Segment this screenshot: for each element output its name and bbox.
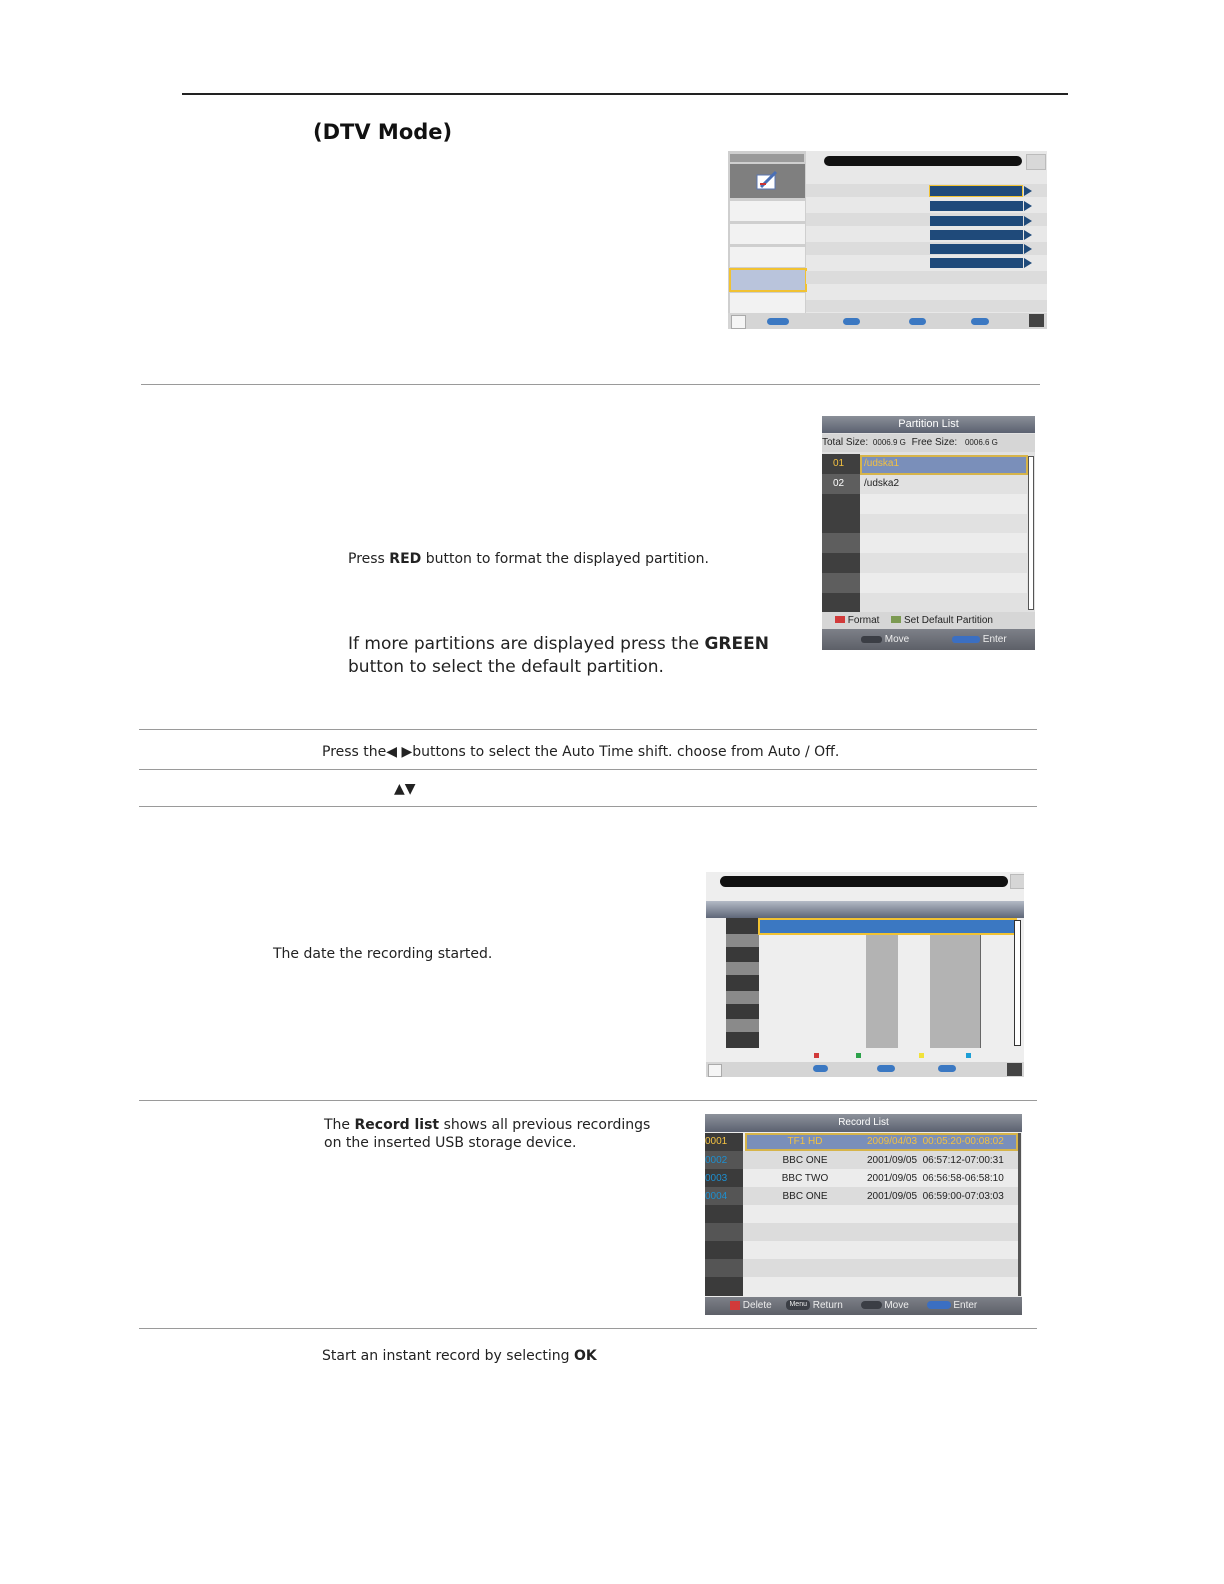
record-row-num: 0003 — [705, 1173, 728, 1184]
partition-color-keys — [822, 612, 1035, 629]
menu-value-box[interactable] — [930, 244, 1023, 254]
table-rule — [139, 1328, 1037, 1329]
schedule-green-key-icon — [856, 1053, 861, 1058]
partition-row-stripe — [860, 533, 1027, 553]
format-label: Format — [847, 615, 880, 626]
partition-list-title: Partition List — [898, 418, 959, 430]
partition-row-num: 02 — [833, 478, 845, 489]
menu-arrow-right-icon[interactable] — [1024, 244, 1032, 254]
record-list-title: Record List — [838, 1117, 889, 1128]
instant-record-instruction: Start an instant record by selecting OK — [322, 1348, 597, 1364]
total-size-value: 0006.9 G — [872, 438, 906, 447]
menu-corner-icon — [1026, 154, 1046, 170]
menu-option-row[interactable] — [806, 271, 1047, 284]
setup-pencil-icon — [730, 164, 805, 198]
partition-row-num: 01 — [833, 458, 845, 469]
default-partition-instruction-line2: button to select the default partition. — [348, 657, 664, 677]
table-rule — [139, 769, 1037, 770]
record-row-stripe — [743, 1259, 1018, 1277]
record-row-channel: BBC ONE — [782, 1155, 828, 1166]
menu-side-item-5[interactable] — [730, 293, 805, 313]
menu-footer-exit-icon — [1029, 314, 1044, 327]
menu-arrow-right-icon[interactable] — [1024, 186, 1032, 196]
enter-label: Enter — [953, 1300, 978, 1311]
record-row-channel: BBC TWO — [781, 1173, 829, 1184]
move-key-icon — [861, 1301, 882, 1309]
pvr-settings-menu-screen — [728, 151, 1047, 329]
menu-key-icon: Menu — [786, 1300, 810, 1310]
partition-row[interactable] — [822, 474, 1027, 494]
partition-row-stripe — [860, 573, 1027, 593]
record-row-num: 0002 — [705, 1155, 728, 1166]
record-row-time: 2001/09/05 06:56:58-06:58:10 — [867, 1173, 1004, 1184]
green-key-icon — [891, 616, 901, 623]
partition-list-screen — [822, 416, 1035, 650]
record-row-num: 0004 — [705, 1191, 728, 1202]
schedule-gray-column — [866, 918, 898, 1048]
schedule-footer — [706, 1062, 1024, 1077]
schedule-title-bar — [720, 876, 1008, 887]
schedule-move-key-icon — [813, 1065, 828, 1072]
free-size-label: Free Size: — [911, 437, 958, 448]
record-row-time: 2009/04/03 00:05:20-00:08:02 — [867, 1136, 1004, 1147]
schedule-gray-column — [930, 918, 981, 1048]
table-rule — [139, 729, 1037, 730]
menu-arrow-right-icon[interactable] — [1024, 201, 1032, 211]
menu-side-item-3[interactable] — [730, 247, 805, 267]
record-row-time: 2001/09/05 06:59:00-07:03:03 — [867, 1191, 1004, 1202]
schedule-corner-icon — [1010, 874, 1024, 889]
schedule-footer-key-2 — [938, 1065, 956, 1072]
default-partition-instruction: If more partitions are displayed press the GREEN — [348, 634, 769, 654]
schedule-row-stripe — [726, 991, 759, 1004]
menu-value-box-selected[interactable] — [929, 185, 1023, 197]
format-instruction: Press RED button to format the displayed partition. — [348, 551, 709, 567]
record-footer — [705, 1297, 1022, 1315]
schedule-header-bar — [706, 901, 1024, 918]
enter-label: Enter — [982, 634, 1007, 645]
menu-top-tabs — [730, 154, 804, 162]
schedule-row-selected[interactable] — [758, 918, 1017, 935]
menu-side-item-1[interactable] — [730, 201, 805, 221]
record-list-screen — [705, 1114, 1022, 1315]
timeshift-instruction: Press the◀ ▶buttons to select the Auto Time shift. choose from Auto / Off. — [322, 744, 840, 760]
menu-value-box[interactable] — [930, 230, 1023, 240]
menu-side-item-selected[interactable] — [729, 268, 807, 292]
table-rule — [139, 806, 1037, 807]
menu-value-box[interactable] — [930, 201, 1023, 211]
menu-arrow-right-icon[interactable] — [1024, 230, 1032, 240]
schedule-footer-exit-icon — [1007, 1063, 1022, 1076]
menu-footer-key-2 — [909, 318, 926, 325]
record-row-channel: TF1 HD — [787, 1136, 823, 1147]
record-scrollbar[interactable] — [1018, 1133, 1021, 1296]
menu-option-row[interactable] — [806, 300, 1047, 312]
schedule-row-stripe — [726, 1019, 759, 1032]
schedule-footer-key-1 — [877, 1065, 895, 1072]
menu-value-box[interactable] — [930, 258, 1023, 268]
record-row-stripe — [705, 1259, 743, 1277]
red-key-icon — [835, 616, 845, 623]
menu-side-item-2[interactable] — [730, 224, 805, 244]
menu-icon-tile — [730, 164, 805, 198]
partition-size-info — [822, 434, 1035, 452]
record-row-time: 2001/09/05 06:57:12-07:00:31 — [867, 1155, 1004, 1166]
menu-value-box[interactable] — [930, 216, 1023, 226]
total-size-label: Total Size: — [822, 437, 869, 448]
menu-footer-grid-icon — [731, 315, 746, 329]
record-list-description: The Record list shows all previous recordings — [324, 1117, 651, 1133]
move-label: Move — [884, 1300, 909, 1311]
record-row-channel: BBC ONE — [782, 1191, 828, 1202]
menu-title-bar — [824, 156, 1022, 166]
schedule-red-key-icon — [814, 1053, 819, 1058]
menu-arrow-right-icon[interactable] — [1024, 216, 1032, 226]
partition-row-name: /udska1 — [864, 458, 900, 469]
record-row-stripe — [743, 1223, 1018, 1241]
partition-row-stripe — [860, 494, 1027, 514]
menu-move-key-icon — [767, 318, 789, 325]
enter-key-icon — [952, 636, 980, 643]
schedule-row-stripe — [726, 934, 759, 947]
up-down-arrows-icon: ▲▼ — [394, 781, 416, 797]
top-rule — [182, 93, 1068, 95]
delete-label: Delete — [742, 1300, 772, 1311]
schedule-footer-grid-icon — [708, 1064, 722, 1077]
enter-key-icon — [927, 1301, 951, 1309]
delete-key-icon — [730, 1301, 740, 1310]
table-rule — [139, 1100, 1037, 1101]
schedule-list-screen — [706, 872, 1024, 1077]
menu-footer-key-3 — [971, 318, 989, 325]
free-size-value: 0006.6 G — [964, 438, 998, 447]
menu-footer-key-1 — [843, 318, 860, 325]
set-default-label: Set Default Partition — [904, 615, 993, 626]
partition-row-name: /udska2 — [864, 478, 900, 489]
schedule-yellow-key-icon — [919, 1053, 924, 1058]
partition-row-stripe — [822, 533, 860, 553]
return-label: Return — [812, 1300, 843, 1311]
move-label: Move — [884, 634, 910, 645]
schedule-scrollbar[interactable] — [1014, 920, 1021, 1046]
move-key-icon — [861, 636, 882, 643]
menu-arrow-right-icon[interactable] — [1024, 258, 1032, 268]
partition-row-stripe — [822, 573, 860, 593]
record-row-stripe — [705, 1223, 743, 1241]
record-list-description-line2: on the inserted USB storage device. — [324, 1135, 577, 1151]
section-divider — [141, 384, 1040, 385]
partition-scrollbar[interactable] — [1028, 456, 1034, 610]
partition-nav-keys — [822, 629, 1035, 650]
schedule-blue-key-icon — [966, 1053, 971, 1058]
schedule-date-description: The date the recording started. — [273, 946, 493, 962]
record-row-num: 0001 — [705, 1136, 728, 1147]
section-heading: (DTV Mode) — [313, 120, 453, 144]
schedule-row-stripe — [726, 962, 759, 975]
